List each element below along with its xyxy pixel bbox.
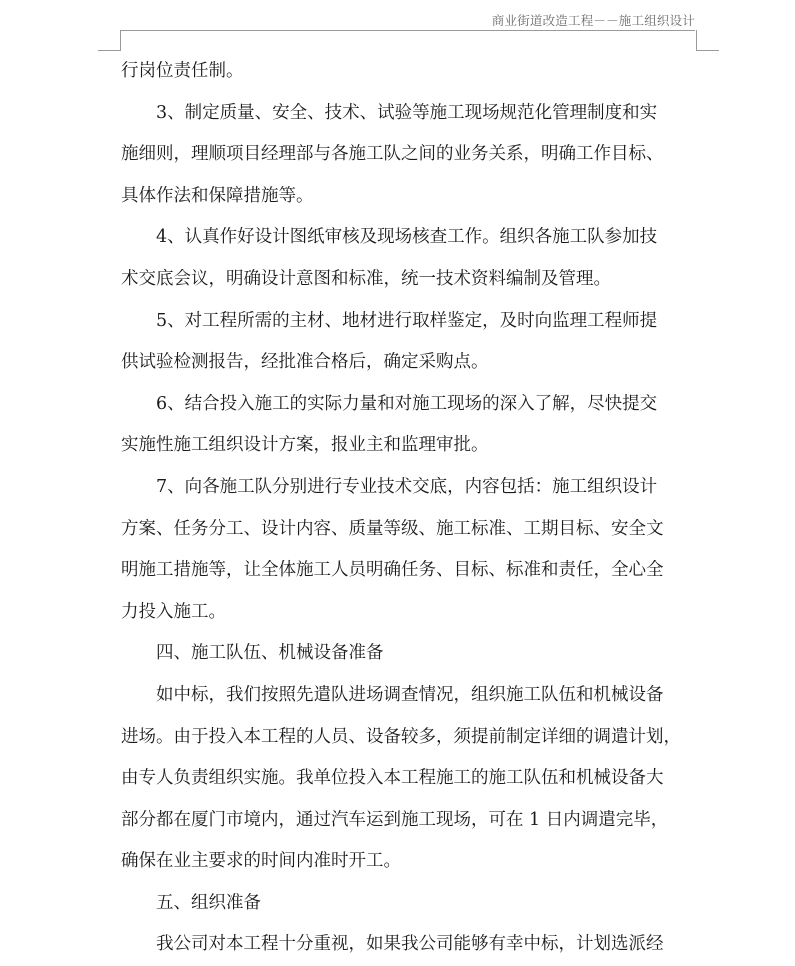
text-line: 4、认真作好设计图纸审核及现场核查工作。组织各施工队参加技 — [156, 227, 658, 248]
text-line: 7、向各施工队分别进行专业技术交底，内容包括：施工组织设计 — [156, 476, 658, 497]
margin-corner-left — [98, 30, 121, 51]
text-line: 力投入施工。 — [121, 601, 226, 622]
text-line: 进场。由于投入本工程的人员、设备较多，须提前制定详细的调遣计划， — [121, 726, 681, 747]
section-heading: 四、施工队伍、机械设备准备 — [156, 643, 384, 664]
header-rule — [121, 30, 695, 31]
text-line: 由专人负责组织实施。我单位投入本工程施工的施工队伍和机械设备大 — [121, 768, 664, 789]
header-title: 商业街道改造工程－－施工组织设计 — [491, 13, 695, 28]
text-line: 供试验检测报告，经批准合格后，确定采购点。 — [121, 352, 489, 373]
document-body — [121, 51, 696, 966]
text-line: 实施性施工组织设计方案，报业主和监理审批。 — [121, 435, 489, 456]
text-line: 明施工措施等，让全体施工人员明确任务、目标、标准和责任，全心全 — [121, 560, 664, 581]
text-line: 方案、任务分工、设计内容、质量等级、施工标准、工期目标、安全文 — [121, 518, 664, 539]
text-line: 术交底会议，明确设计意图和标准，统一技术资料编制及管理。 — [121, 268, 611, 289]
text-line: 3、制定质量、安全、技术、试验等施工现场规范化管理制度和实 — [156, 102, 658, 123]
section-heading: 五、组织准备 — [156, 892, 261, 913]
text-line: 5、对工程所需的主材、地材进行取样鉴定，及时向监理工程师提 — [156, 310, 658, 331]
margin-corner-right — [696, 30, 719, 51]
text-line: 部分都在厦门市境内，通过汽车运到施工现场，可在 1 日内调遣完毕， — [121, 809, 669, 830]
text-line: 6、结合投入施工的实际力量和对施工现场的深入了解，尽快提交 — [156, 393, 658, 414]
text-line: 施细则，理顺项目经理部与各施工队之间的业务关系，明确工作目标、 — [121, 144, 664, 165]
text-line: 确保在业主要求的时间内准时开工。 — [121, 851, 401, 872]
text-line: 具体作法和保障措施等。 — [121, 185, 314, 206]
text-line: 如中标，我们按照先遣队进场调查情况，组织施工队伍和机械设备 — [156, 684, 664, 705]
text-line: 行岗位责任制。 — [121, 61, 244, 81]
text-line: 我公司对本工程十分重视，如果我公司能够有幸中标，计划选派经 — [156, 934, 664, 955]
